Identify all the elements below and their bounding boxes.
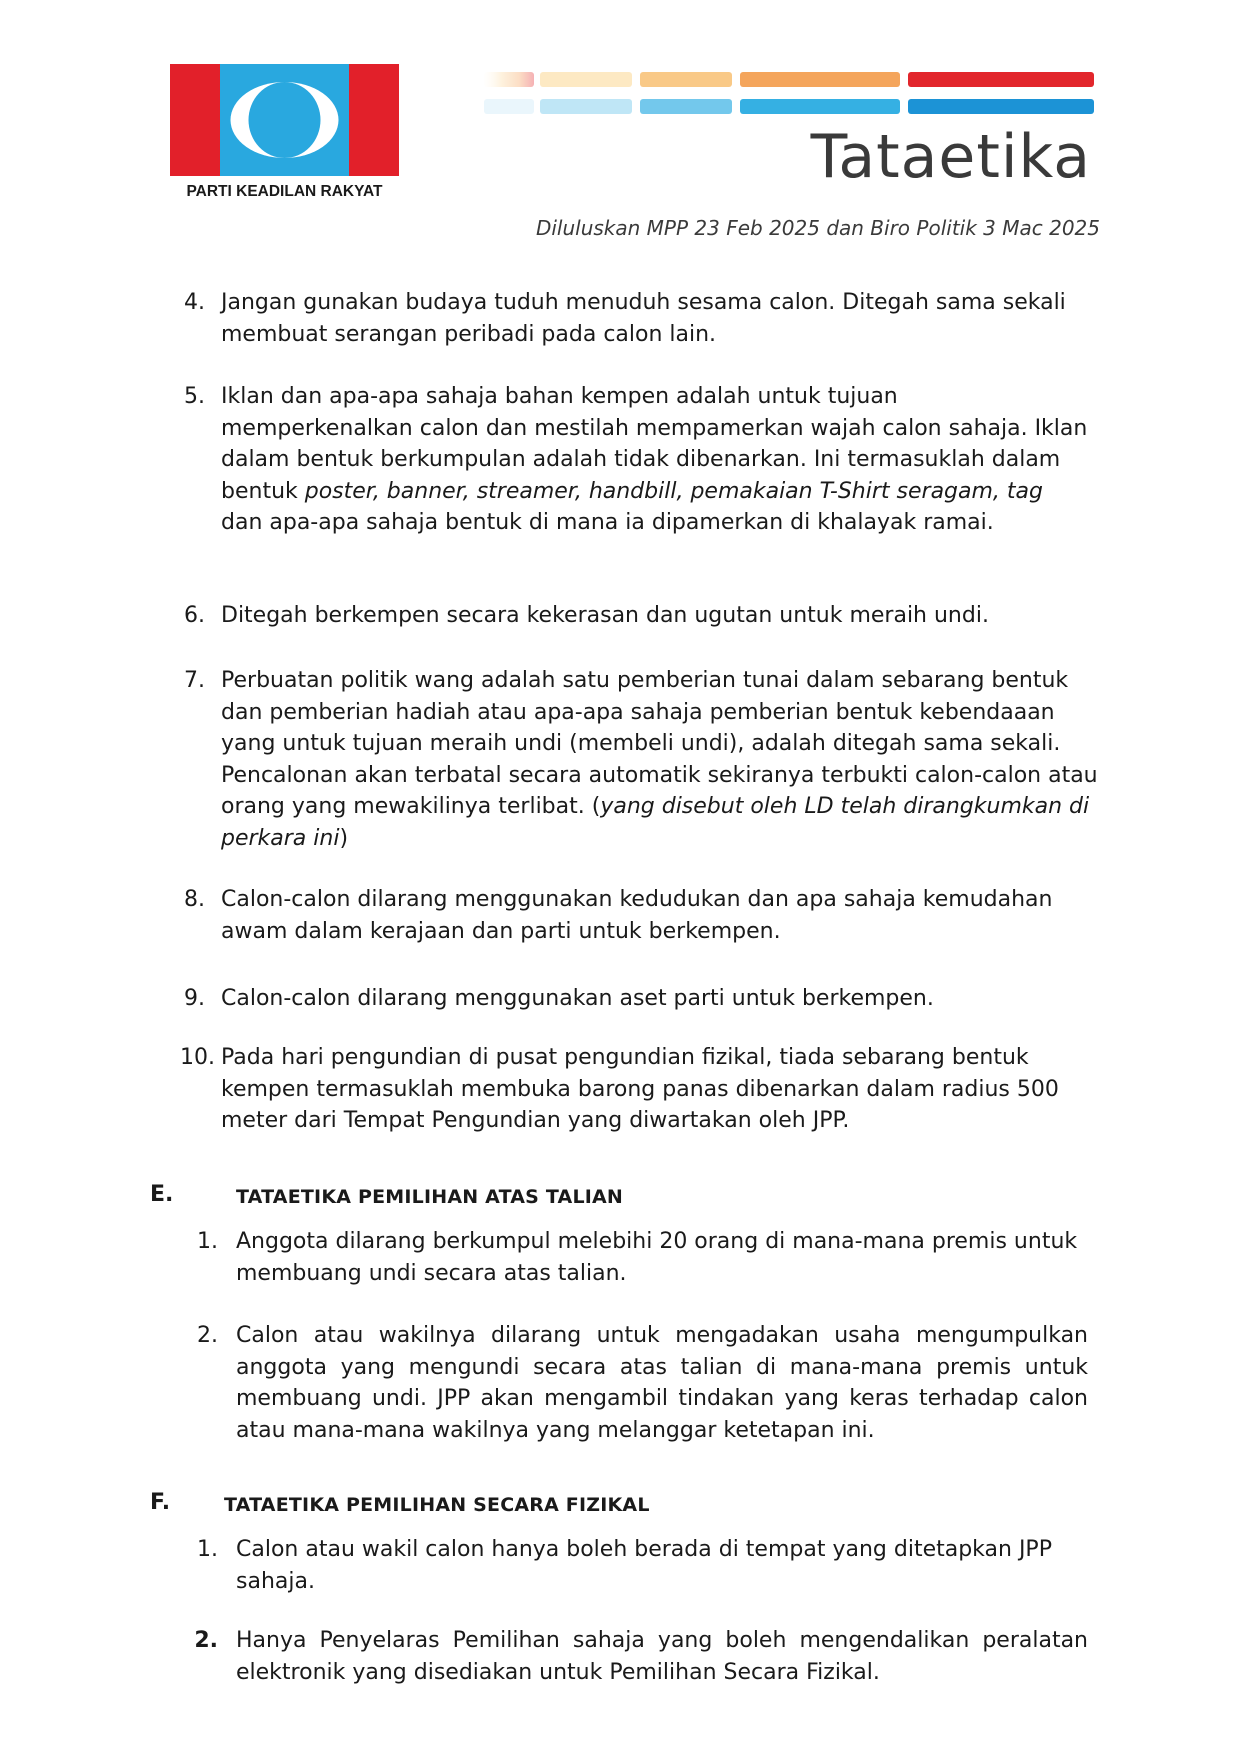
section-e-title: TATAETIKA PEMILIHAN ATAS TALIAN [236,1186,624,1208]
item-text: Calon atau wakilnya dilarang untuk mengadakan usaha mengumpulkan anggota yang mengundi secara atas talian di mana-mana premis untuk membuang undi. JPP akan mengambil tindakan yang keras terhadap calon atau mana-mana wakilnya yang melanggar ketetapan ini. [236,1323,1088,1443]
item-text-emphasis: poster, banner, streamer, handbill, pemakaian T-Shirt seragam, tag [304,478,1043,504]
item-text-part: Iklan dan apa-apa sahaja bahan kempen adalah untuk tujuan memperkenalkan calon dan mestilah mempamerkan wajah calon sahaja. Iklan dalam bentuk berkumpulan adalah tidak dibenarkan. Ini termasuklah dalam bentuk [221,384,1088,504]
item-number: 2. [194,1628,218,1653]
document-approval-note: Diluluskan MPP 23 Feb 2025 dan Biro Politik 3 Mac 2025 [535,216,1100,240]
party-logo-graphic [170,64,399,202]
item-number: 4. [184,290,205,315]
section-f-letter: F. [150,1490,171,1515]
item-text [221,381,1091,539]
item-text: Pada hari pengundian di pusat pengundian fizikal, tiada sebarang bentuk kempen termasuklah membuka barong panas dibenarkan dalam radius 500 meter dari Tempat Pengundian yang diwartakan oleh JPP. [221,1045,1059,1133]
item-text: Jangan gunakan budaya tuduh menuduh sesama calon. Ditegah sama sekali membuat serangan peribadi pada calon lain. [221,290,1066,347]
section-f-title: TATAETIKA PEMILIHAN SECARA FIZIKAL [224,1494,650,1516]
item-number: 8. [184,887,205,912]
party-logo [170,64,399,202]
item-text-emphasis: yang disebut oleh LD telah dirangkumkan di perkara ini [221,794,1090,851]
item-text: Hanya Penyelaras Pemilihan sahaja yang boleh mengendalikan peralatan elektronik yang disediakan untuk Pemilihan Secara Fizikal. [236,1628,1088,1685]
item-number: 6. [184,603,205,628]
section-e-letter: E. [150,1182,174,1207]
item-text: Calon atau wakil calon hanya boleh berada di tempat yang ditetapkan JPP sahaja. [236,1537,1052,1594]
item-text-part: dan apa-apa sahaja bentuk di mana ia dipamerkan di khalayak ramai. [221,510,994,535]
logo-text: PARTI KEADILAN RAKYAT [186,183,383,200]
item-text: Calon-calon dilarang menggunakan kedudukan dan apa sahaja kemudahan awam dalam kerajaan dan parti untuk berkempen. [221,887,1053,944]
item-number: 9. [184,986,205,1011]
item-number: 5. [184,384,205,409]
item-text: Anggota dilarang berkumpul melebihi 20 orang di mana-mana premis untuk membuang undi secara atas talian. [236,1229,1078,1286]
item-number: 2. [197,1323,218,1348]
item-text-part: ) [339,825,349,851]
item-number: 7. [184,668,205,693]
header-decorative-bars [484,72,1094,120]
item-text-part: Perbuatan politik wang adalah satu pemberian tunai dalam sebarang bentuk dan pemberian hadiah atau apa-apa sahaja pemberian bentuk kebendaaan yang untuk tujuan meraih undi (membeli undi), adalah ditegah sama sekali. Pencalonan akan terbatal secara automatik sekiranya terbukti calon-calon atau orang yang mewakilinya terlibat. ( [221,668,1098,819]
item-text: Calon-calon dilarang menggunakan aset parti untuk berkempen. [221,986,934,1011]
item-number: 1. [197,1537,218,1562]
item-number: 10. [180,1045,215,1070]
item-number: 1. [197,1229,218,1254]
document-title: Tataetika [810,122,1091,192]
item-text [221,665,1101,854]
item-text: Ditegah berkempen secara kekerasan dan ugutan untuk meraih undi. [221,603,989,628]
